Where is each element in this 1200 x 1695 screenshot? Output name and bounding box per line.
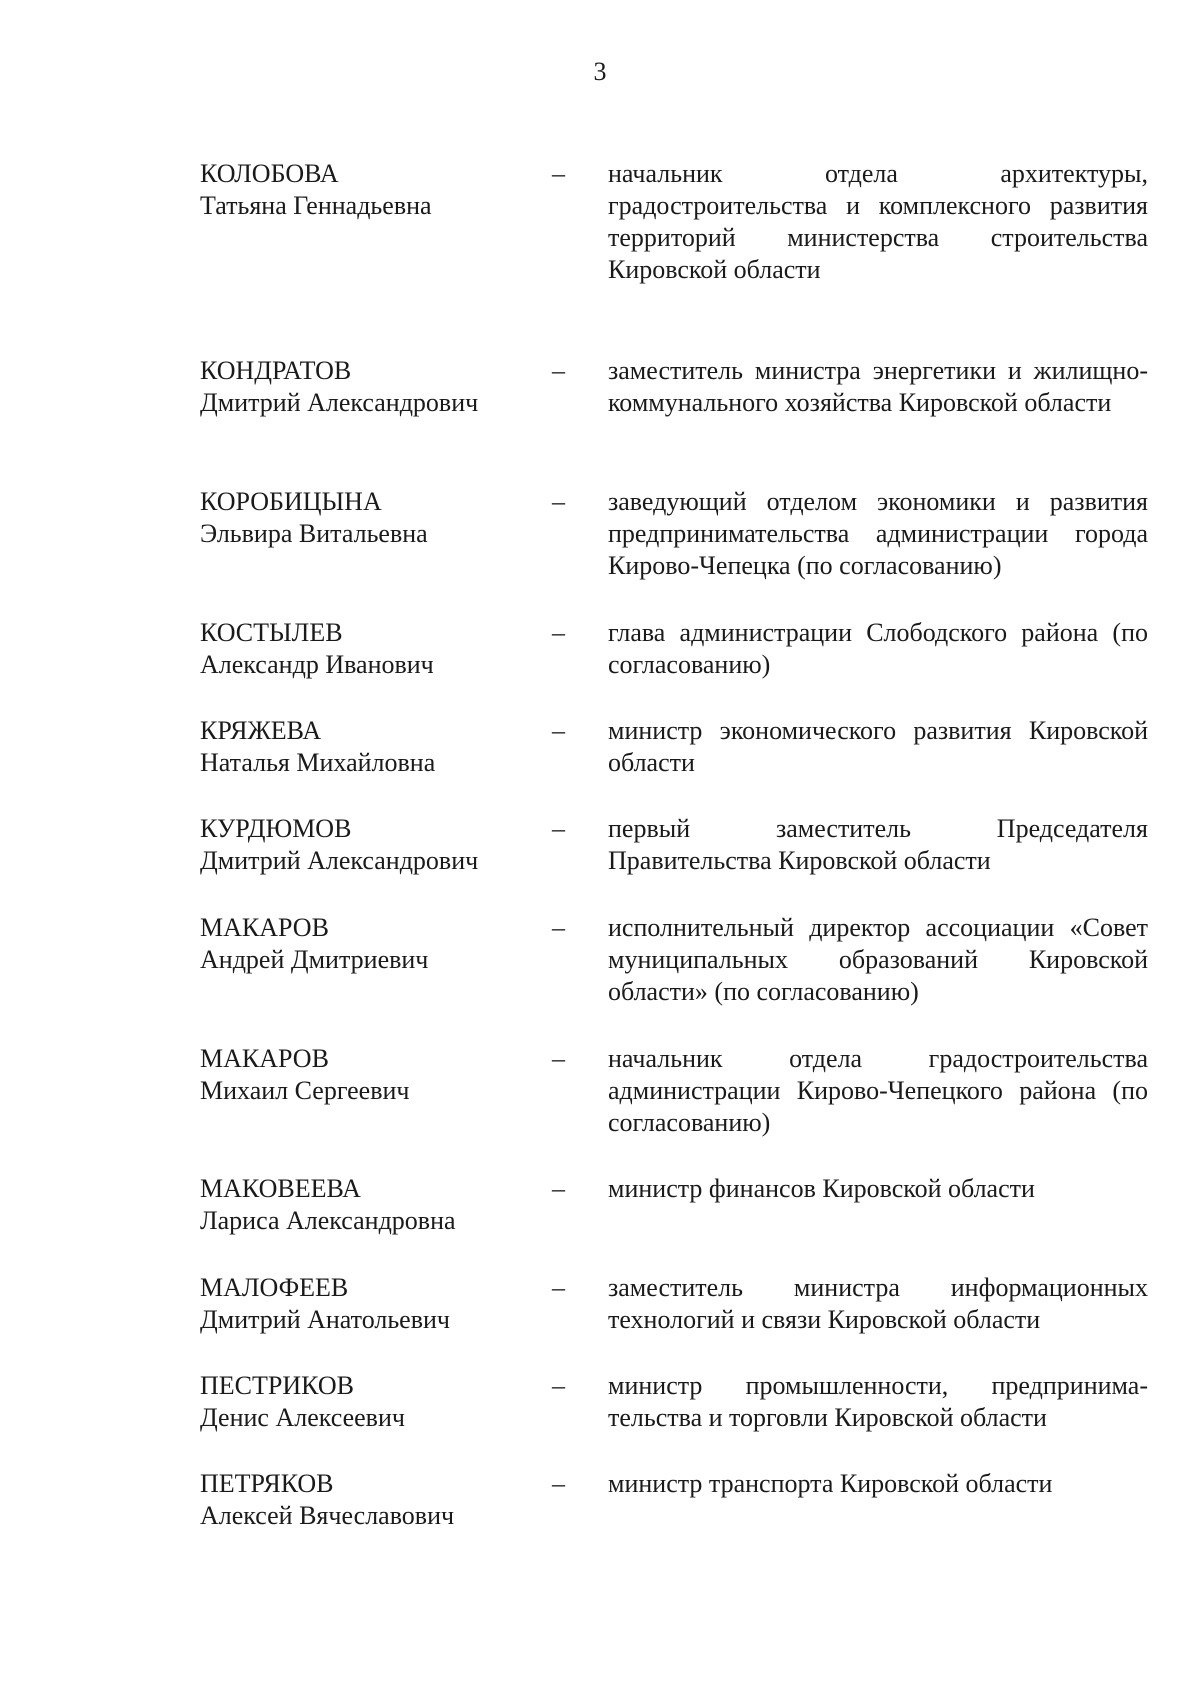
position-text: министр экономического развития Кировской области: [608, 716, 1148, 777]
dash-separator: –: [552, 356, 565, 385]
position-text: исполнительный директор ассоциации «Совет муниципальных образований Кировской области» (по согласованию): [608, 913, 1148, 1006]
position-text: начальник отдела градостроительства администрации Кирово-Чепецкого района (по согласованию): [608, 1044, 1148, 1137]
position-text: начальник отдела архитектуры, градостроительства и комплексного развития территорий министерства строительства Кировской области: [608, 159, 1148, 284]
position-text: заведующий отделом экономики и развития предпринимательства администрации города Кирово-Чепецка (по согласованию): [608, 487, 1148, 580]
given-names: Лариса Александровна: [200, 1206, 456, 1235]
person-name: [200, 158, 530, 222]
surname: ПЕСТРИКОВ: [200, 1371, 354, 1400]
person-name: [200, 486, 530, 550]
given-names: Татьяна Геннадьевна: [200, 191, 432, 220]
position-text: первый заместитель Председателя Правительства Кировской области: [608, 814, 1148, 875]
dash-separator: –: [552, 618, 565, 647]
surname: МАКАРОВ: [200, 1044, 329, 1073]
person-name: [200, 912, 530, 976]
given-names: Дмитрий Александрович: [200, 388, 479, 417]
given-names: Андрей Дмитриевич: [200, 945, 429, 974]
dash-separator: –: [552, 1273, 565, 1302]
given-names: Александр Иванович: [200, 650, 434, 679]
dash-separator: –: [552, 716, 565, 745]
person-name: [200, 617, 530, 681]
position-text: глава администрации Слободского района (по согласованию): [608, 618, 1148, 679]
page-number: 3: [593, 57, 607, 86]
dash-separator: –: [552, 1371, 565, 1400]
dash-separator: –: [552, 814, 565, 843]
given-names: Дмитрий Александрович: [200, 846, 479, 875]
given-names: Дмитрий Анатольевич: [200, 1305, 450, 1334]
given-names: Эльвира Витальевна: [200, 519, 428, 548]
person-name: [200, 355, 530, 419]
given-names: Денис Алексеевич: [200, 1403, 405, 1432]
surname: КУРДЮМОВ: [200, 814, 352, 843]
surname: МАКАРОВ: [200, 913, 329, 942]
dash-separator: –: [552, 1174, 565, 1203]
dash-separator: –: [552, 487, 565, 516]
person-name: [200, 1468, 530, 1532]
person-name: [200, 1272, 530, 1336]
surname: ПЕТРЯКОВ: [200, 1469, 334, 1498]
position-text: министр транспорта Кировской области: [608, 1469, 1053, 1498]
given-names: Алексей Вячеславович: [200, 1501, 455, 1530]
person-name: [200, 715, 530, 779]
person-name: [200, 813, 530, 877]
surname: КРЯЖЕВА: [200, 716, 322, 745]
person-name: [200, 1173, 530, 1237]
given-names: Наталья Михайловна: [200, 748, 436, 777]
position-text: заместитель министра энергетики и жилищно-коммунального хозяйства Кировской области: [608, 356, 1148, 417]
surname: КОРОБИЦЫНА: [200, 487, 382, 516]
position-text: министр финансов Кировской области: [608, 1174, 1035, 1203]
position-text: министр промышленности, предпринима-тельства и торговли Кировской области: [608, 1371, 1148, 1432]
position-text: заместитель министра информационных технологий и связи Кировской области: [608, 1273, 1148, 1334]
surname: КОНДРАТОВ: [200, 356, 352, 385]
surname: КОСТЫЛЕВ: [200, 618, 343, 647]
surname: МАКОВЕЕВА: [200, 1174, 361, 1203]
given-names: Михаил Сергеевич: [200, 1076, 410, 1105]
surname: МАЛОФЕЕВ: [200, 1273, 349, 1302]
dash-separator: –: [552, 1469, 565, 1498]
surname: КОЛОБОВА: [200, 159, 339, 188]
dash-separator: –: [552, 913, 565, 942]
person-name: [200, 1043, 530, 1107]
dash-separator: –: [552, 1044, 565, 1073]
person-name: [200, 1370, 530, 1434]
dash-separator: –: [552, 159, 565, 188]
